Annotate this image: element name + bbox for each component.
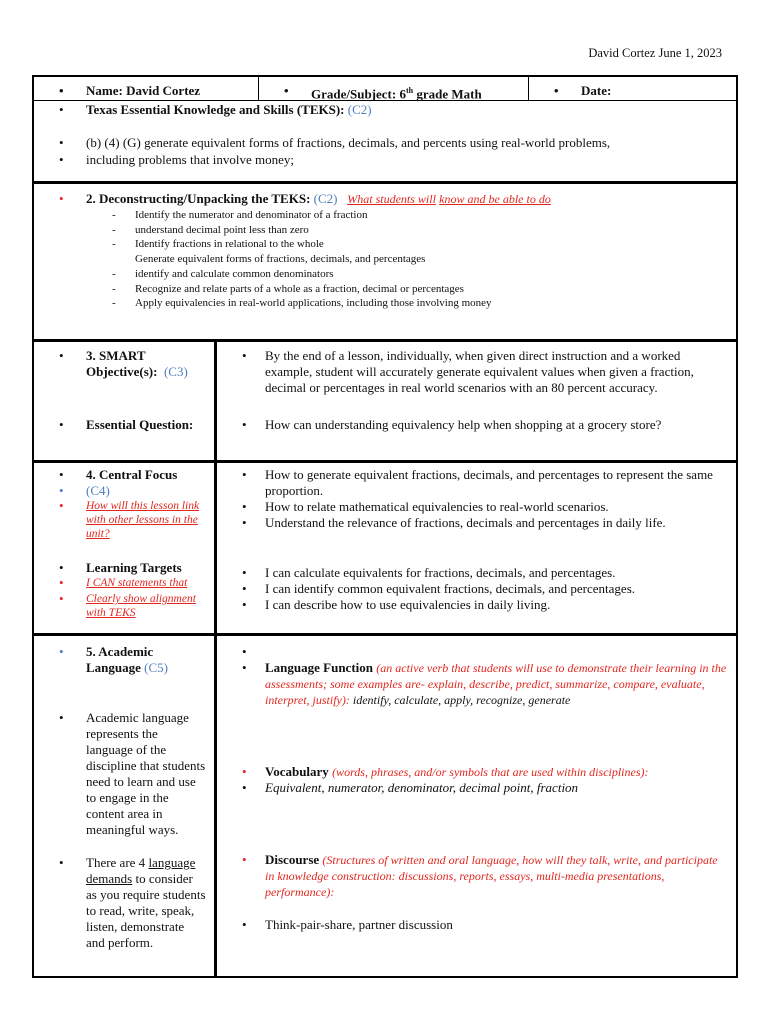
name-field: • Name: David Cortez [34, 83, 200, 99]
list-item: Generate equivalent forms of fractions, decimals, and percentages [135, 253, 426, 266]
section-teks [34, 77, 736, 184]
section-smart [34, 342, 736, 463]
essential-question-text: • How can understanding equivalency help when shopping at a grocery store? [217, 417, 728, 433]
vocabulary: • Vocabulary (words, phrases, and/or symbols that are used within disciplines): [217, 764, 728, 780]
section-academic-language [34, 636, 736, 976]
section-deconstructing [34, 184, 736, 342]
empty-bullet [217, 644, 728, 660]
vocabulary-text: • Equivalent, numerator, denominator, decimal point, fraction [217, 780, 728, 796]
central-focus-code: • (C4) [34, 483, 214, 499]
teks-title: • Texas Essential Knowledge and Skills (TEKS): (C2) [34, 102, 372, 118]
central-focus-item: • How to relate mathematical equivalencies to real-world scenarios. [217, 499, 728, 515]
language-function: • Language Function (an active verb that students will use to demonstrate their learning in the assessments; some examples are- explain, describe, predict, summarize, compare, evaluate, interpret, justify): identify, calculate, apply, recognize, generate [217, 660, 728, 708]
date-field: • Date: [529, 83, 611, 99]
learning-target-item: • I can describe how to use equivalencies in daily living. [217, 597, 728, 613]
deconstruct-title: • 2. Deconstructing/Unpacking the TEKS: (C2) What students will know and be able to do [34, 191, 551, 207]
list-item: - Recognize and relate parts of a whole as a fraction, decimal or percentages [34, 282, 736, 297]
learning-target-item: • I can calculate equivalents for fractions, decimals, and percentages. [217, 565, 728, 581]
smart-objective: • By the end of a lesson, individually, when given direct instruction and a worked example, student will accurately generate equivalent values when given a fraction, decimal or percentages in real world scenarios with an 80 percent accuracy. [217, 348, 728, 396]
academic-language-description: • Academic language represents the language of the discipline that students need to learn and use to engage in the content area in meaningful ways. [34, 710, 206, 838]
grade-subject-field: • Grade/Subject: 6th grade Math [259, 83, 482, 102]
section-central-focus [34, 463, 736, 636]
central-focus-item: • How to generate equivalent fractions, decimals, and percentages to represent the same proportion. [217, 467, 728, 499]
central-focus-title: • 4. Central Focus [34, 467, 214, 483]
list-item: - understand decimal point less than zero [34, 223, 736, 238]
central-focus-item: • Understand the relevance of fractions, decimals and percentages in daily life. [217, 515, 728, 531]
list-item: - Apply equivalencies in real-world applications, including those involving money [34, 296, 736, 311]
list-item: - Identify the numerator and denominator of a fraction [34, 208, 736, 223]
teks-line-1: • (b) (4) (G) generate equivalent forms of fractions, decimals, and percents using real-world problems, [34, 135, 726, 151]
language-demands-text: • There are 4 language demands to consider as you require students to read, write, speak, listen, demonstrate and perform. [34, 855, 206, 951]
lesson-plan-table [32, 75, 738, 978]
learning-targets-note-1: • I CAN statements that [34, 576, 214, 590]
list-item: - identify and calculate common denominators [34, 267, 736, 282]
discourse: • Discourse (Structures of written and oral language, how will they talk, write, and participate in knowledge construction: discussions, reports, essays, multi-media presentations, performance): [217, 852, 728, 900]
teks-line-2: • including problems that involve money; [34, 152, 726, 168]
learning-targets-label: • Learning Targets [34, 560, 214, 576]
header-author-date: David Cortez June 1, 2023 [588, 46, 722, 60]
list-item: - Identify fractions in relational to the whole [34, 237, 736, 252]
discourse-text: • Think-pair-share, partner discussion [217, 917, 728, 933]
learning-target-item: • I can identify common equivalent fractions, decimals, and percentages. [217, 581, 728, 597]
academic-language-title: • 5. Academic Language (C5) [34, 644, 206, 676]
central-focus-link-note: • How will this lesson link with other lessons in the unit? [34, 499, 214, 541]
essential-question-label: • Essential Question: [34, 417, 214, 433]
smart-title: • 3. SMART Objective(s): (C3) [34, 348, 214, 380]
deconstruct-list [34, 208, 736, 311]
learning-targets-note-2: • Clearly show alignment with TEKS [34, 592, 214, 620]
